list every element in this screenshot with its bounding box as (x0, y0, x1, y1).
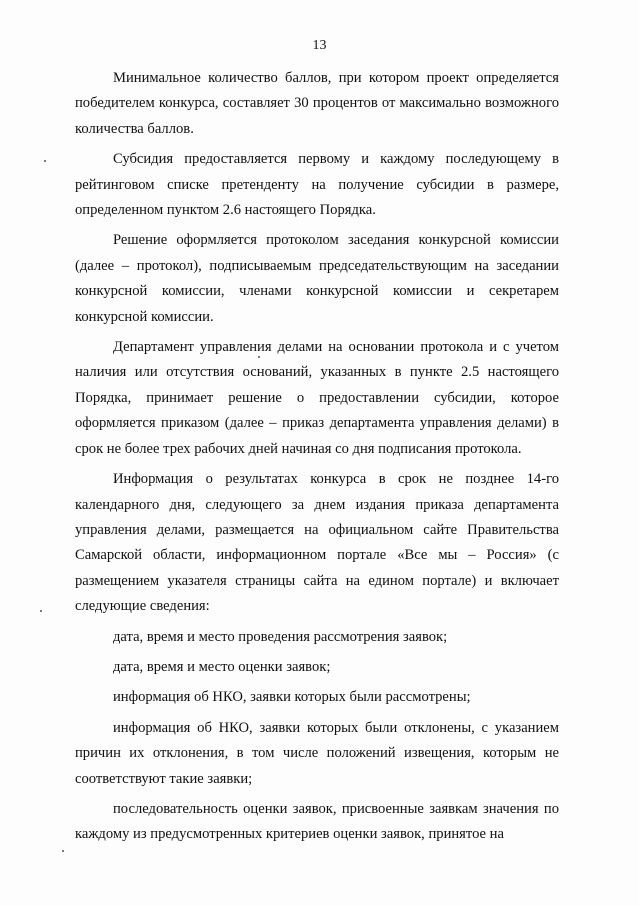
list-item: дата, время и место оценки заявок; (113, 658, 331, 675)
scan-speck (40, 610, 42, 612)
scan-speck (258, 356, 260, 358)
paragraph-protocol-decision: Решение оформляется протоколом заседания конкурсной комиссии (далее – протокол), подписываемым председательствующим на заседании конкурсной комиссии, членами конкурсной комиссии и секретарем конкурсной комиссии. (75, 232, 559, 325)
scan-speck (62, 850, 64, 852)
list-item: информация об НКО, заявки которых были отклонены, с указанием причин их отклонения, в том числе положений извещения, которым не соответствуют такие заявки; (75, 719, 559, 787)
paragraph-min-score: Минимальное количество баллов, при котором проект определяется победителем конкурса, составляет 30 процентов от максимально возможного количества баллов. (75, 70, 559, 137)
list-item: последовательность оценки заявок, присвоенные заявкам значения по каждому из предусмотренных критериев оценки заявок, принятое на (75, 800, 559, 843)
scan-speck (44, 160, 46, 162)
paragraph-department-order: Департамент управления делами на основании протокола и с учетом наличия или отсутствия оснований, указанных в пункте 2.5 настоящего Порядка, принимает решение о предоставлении субсидии, которое оформляется приказом (далее – приказ департамента управления делами) в срок не более трех рабочих дней начиная со дня подписания протокола. (75, 339, 559, 457)
page-number: 13 (312, 38, 327, 53)
paragraph-subsidy-ranking: Субсидия предоставляется первому и каждому последующему в рейтинговом списке претенденту на получение субсидии в размере, определенном пунктом 2.6 настоящего Порядка. (75, 151, 559, 219)
body-text (75, 66, 559, 853)
list-item: информация об НКО, заявки которых были рассмотрены; (113, 689, 471, 706)
paragraph-results-publication: Информация о результатах конкурса в срок не позднее 14-го календарного дня, следующего за днем издания приказа департамента управления делами, размещается на официальном сайте Правительства Самарской области, информационном портале «Все мы – Россия» (с размещением указателя страницы сайта на едином портале) и включает следующие сведения: (75, 471, 559, 615)
list-item: дата, время и место проведения рассмотрения заявок; (113, 628, 448, 645)
